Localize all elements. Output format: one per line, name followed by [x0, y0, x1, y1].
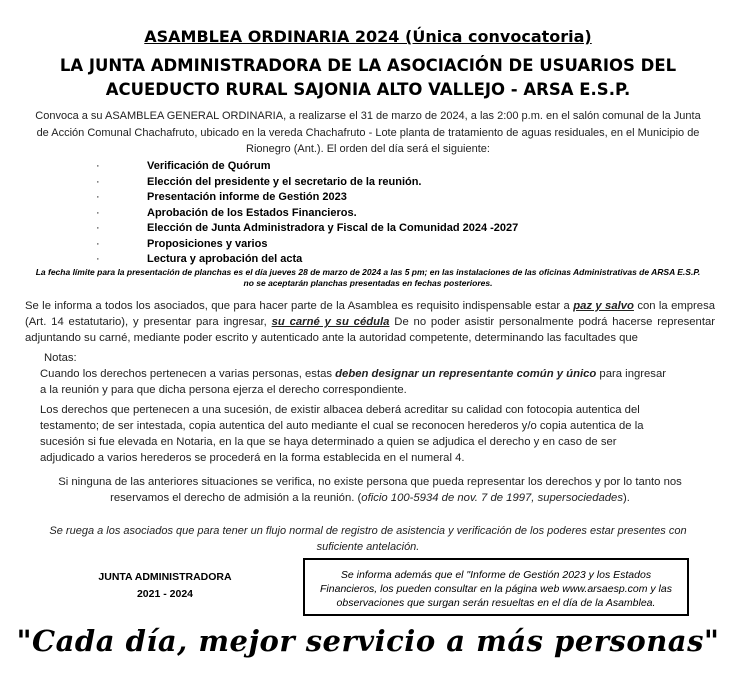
- agenda-item: · Proposiciones y varios: [96, 237, 656, 253]
- carne-cedula-emphasis: su carné y su cédula: [271, 316, 390, 328]
- bullet: ·: [96, 222, 100, 234]
- signature-block: [60, 569, 270, 603]
- succession-paragraph: Los derechos que pertenecen a una sucesión, de existir albacea deberá acreditar su calidad con fotocopia autentica del testamento; de ser intestada, copia autentica del auto mediante el cual se reconocen herederos y/o copia autentica de la sucesión si fue elevada en Notaria, en la que se haya determinado a quien se adjudica el derecho y en caso de ser adjudicado a varios herederos se procederá en la forma establecida en el numeral 4.: [40, 404, 644, 464]
- signature-period: 2021 - 2024: [136, 588, 194, 600]
- website-notice-box: Se informa además que el "Informe de Gestión 2023 y los Estados Financieros, los pueden consultar en la página web www.arsaesp.com y las observaciones que surgan serán resueltas en el día de la Asamblea.: [303, 558, 689, 616]
- agenda-item: · Elección de Junta Administradora y Fiscal de la Comunidad 2024 -2027: [96, 221, 656, 237]
- slogan: "Cada día, mejor servicio a más personas": [16, 624, 720, 658]
- agenda-item: · Lectura y aprobación del acta: [96, 252, 656, 268]
- bullet: ·: [96, 191, 100, 203]
- agenda-item: · Presentación informe de Gestión 2023: [96, 190, 656, 206]
- punctuality-note: Se ruega a los asociados que para tener un flujo normal de registro de asistencia y verificación de los poderes estar presentes con suficiente antelación.: [49, 525, 687, 553]
- agenda-item: · Aprobación de los Estados Financieros.: [96, 206, 656, 222]
- legal-reference: oficio 100-5934 de nov. 7 de 1997, supersociedades: [361, 492, 623, 504]
- organization-heading: LA JUNTA ADMINISTRADORA DE LA ASOCIACIÓN DE USUARIOS DEL ACUEDUCTO RURAL SAJONIA ALTO VALLEJO - ARSA E.S.P.: [59, 56, 677, 99]
- requirements-paragraph: Se le informa a todos los asociados, que para hacer parte de la Asamblea es requisito indispensable estar a paz y salvo con la empresa (Art. 14 estatutario), y presentar para ingresar, su carné y su cédula De no poder asistir personalmente podrá hacerse representar adjuntando su carné, mediante poder escrito y autenticado ante la autoridad competente, determinando las facultades que: [25, 300, 716, 344]
- bullet: ·: [96, 237, 100, 250]
- bullet: ·: [96, 206, 100, 219]
- shared-rights-paragraph: Cuando los derechos pertenecen a varias personas, estas deben designar un representante común y único para ingresar a la reunión y para que dicha persona ejerza el derecho correspondiente.: [40, 368, 666, 396]
- bullet: ·: [96, 160, 100, 172]
- deadline-note: La fecha límite para la presentación de planchas es el día jueves 28 de marzo de 2024 a las 5 pm; en las instalaciones de las oficinas Administrativas de ARSA E.S.P. no se aceptarán planchas presentadas en fechas posteriores.: [35, 267, 701, 288]
- bullet: ·: [96, 253, 100, 265]
- agenda-item: · Verificación de Quórum: [96, 159, 656, 175]
- representative-emphasis: deben designar un representante común y único: [335, 368, 597, 380]
- paz-y-salvo-emphasis: paz y salvo: [573, 300, 634, 312]
- bullet: ·: [96, 175, 100, 188]
- agenda-list: [96, 159, 656, 268]
- agenda-item: · Elección del presidente y el secretario de la reunión.: [96, 175, 656, 191]
- signature-name: JUNTA ADMINISTRADORA: [98, 571, 232, 583]
- document-title: ASAMBLEA ORDINARIA 2024 (Única convocatoria): [144, 27, 592, 46]
- notes-label: Notas:: [44, 352, 77, 364]
- admission-paragraph: Si ninguna de las anteriores situaciones se verifica, no existe persona que pueda representar los derechos y por lo tanto nos reservamos el derecho de admisión a la reunión. (oficio 100-5934 de nov. 7 de 1997, supersociedades).: [58, 476, 682, 504]
- intro-paragraph: Convoca a su ASAMBLEA GENERAL ORDINARIA, a realizarse el 31 de marzo de 2024, a las 2:00 p.m. en el salón comunal de la Junta de Acción Comunal Chachafruto, ubicado en la vereda Chachafruto - Lote planta de tratamiento de aguas residuales, en el Municipio de Rionegro (Ant.). El orden del día será el siguiente:: [35, 110, 701, 155]
